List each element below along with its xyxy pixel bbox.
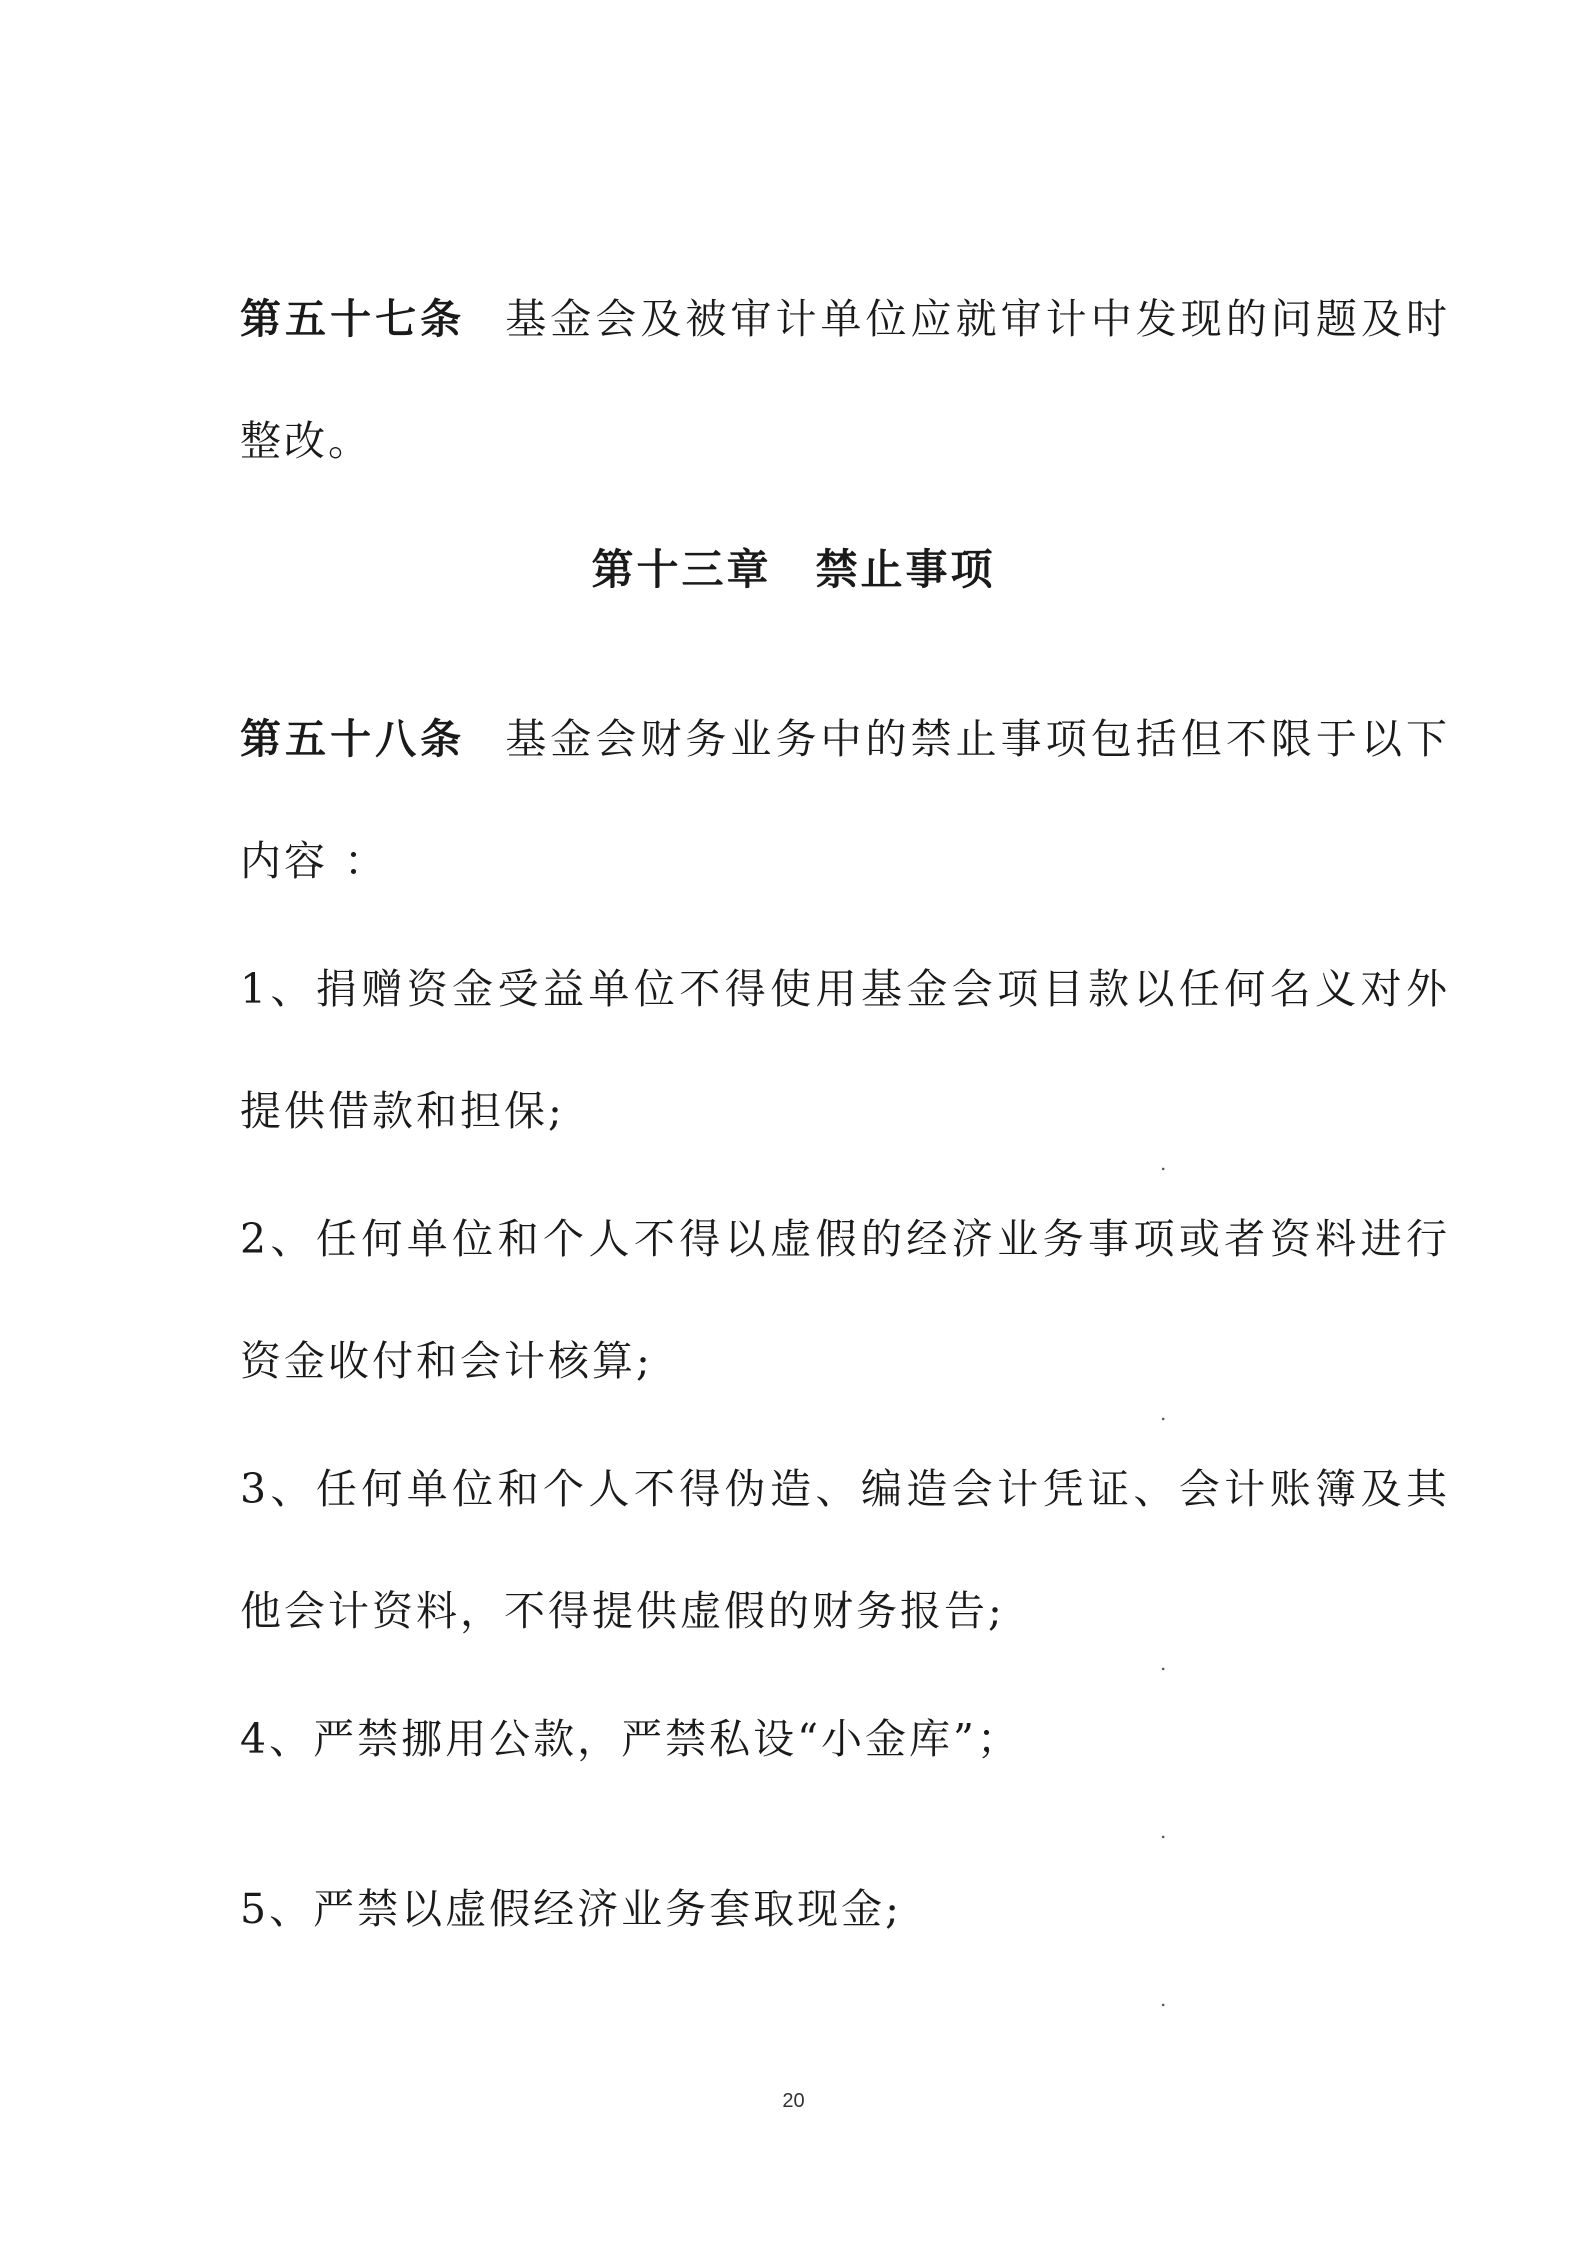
article-57: [240, 258, 1450, 502]
article-57-text: 基金会及被审计单位应就审计中发现的问题及时整改。: [240, 295, 1451, 465]
article-58: [240, 678, 1450, 922]
list-item-2: 2、任何单位和个人不得以虚假的经济业务事项或者资料进行资金收付和会计核算;: [240, 1215, 1450, 1385]
article-58-text: 基金会财务业务中的禁止事项包括但不限于以下内容 ：: [240, 715, 1451, 885]
list-item-5: 5、严禁以虚假经济业务套取现金;: [240, 1885, 902, 1933]
article-58-number: 第五十八条: [240, 715, 466, 763]
chapter-title: 禁止事项: [815, 545, 996, 594]
article-57-number: 第五十七条: [240, 295, 466, 343]
chapter-number: 第十三章: [591, 545, 772, 594]
chapter-heading: [0, 540, 1587, 600]
separator-mark: .: [1160, 1151, 1167, 1175]
separator-mark: .: [1160, 1819, 1167, 1843]
separator-mark: .: [1160, 1987, 1167, 2011]
page-number: 20: [782, 2090, 805, 2112]
separator-mark: .: [1160, 1651, 1167, 1675]
list-item-4: 4、严禁挪用公款，严禁私设“小金库”；: [240, 1715, 1022, 1763]
separator-mark: .: [1160, 1401, 1167, 1425]
list-item-3: 3、任何单位和个人不得伪造、编造会计凭证、会计账簿及其他会计资料，不得提供虚假的财务报告;: [240, 1465, 1450, 1635]
list-item-1: 1、捐赠资金受益单位不得使用基金会项目款以任何名义对外提供借款和担保;: [240, 965, 1450, 1135]
